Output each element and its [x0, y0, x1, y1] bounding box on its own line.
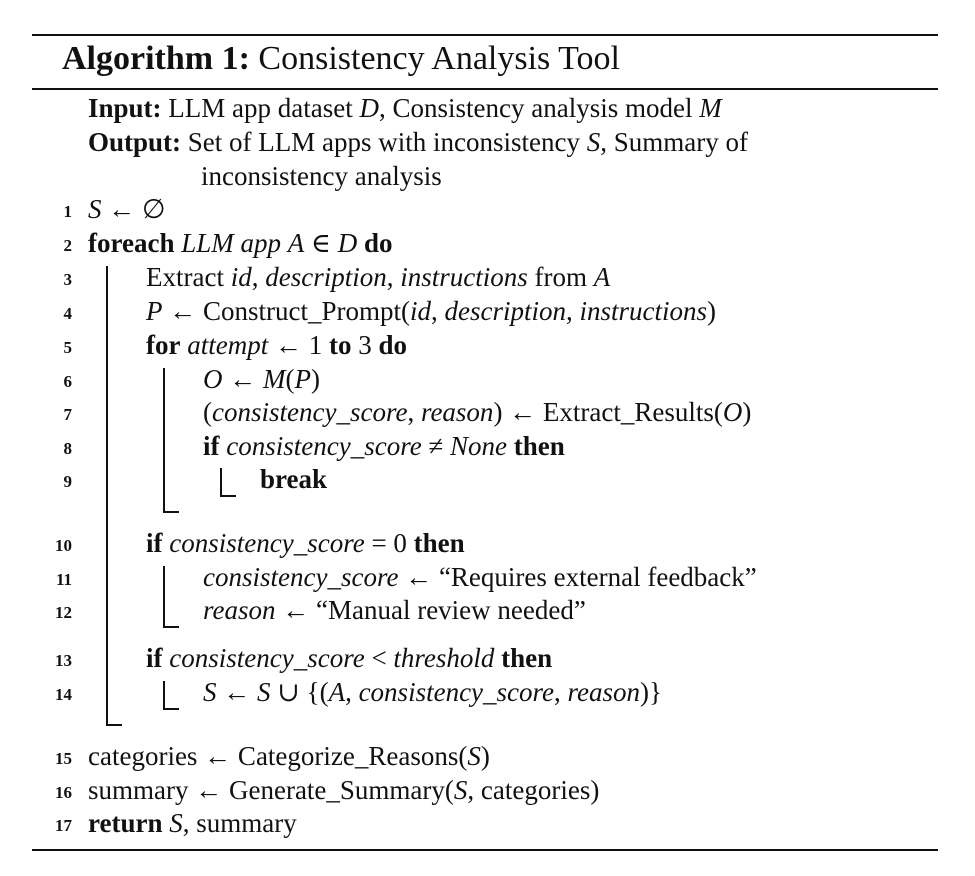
output-text-b: , Summary of — [600, 127, 748, 157]
output-line — [88, 127, 748, 158]
text: , — [554, 677, 568, 707]
text: from — [527, 262, 594, 292]
var: O — [722, 397, 743, 427]
text: ( — [285, 364, 295, 394]
text: ← “Manual review needed” — [275, 595, 586, 625]
text: ← ∅ — [101, 194, 166, 224]
text: ∈ — [304, 228, 338, 258]
algorithm-title — [62, 40, 620, 78]
var: A — [593, 262, 611, 292]
italic-text: id — [410, 296, 432, 326]
text: ) — [480, 741, 490, 771]
var: M — [263, 364, 286, 394]
output-label: Output: — [88, 127, 182, 157]
input-text-b: , Consistency analysis model — [379, 93, 700, 123]
italic-text: consistency_score — [169, 643, 365, 673]
line-number: 6 — [63, 372, 72, 391]
for-block-bar — [163, 368, 165, 512]
code-line-6 — [203, 364, 320, 395]
text: < — [364, 643, 394, 673]
text: categories ← Categorize_Reasons( — [88, 741, 468, 771]
code-line-1 — [88, 194, 166, 225]
input-var-m: M — [699, 93, 722, 123]
var: S — [169, 808, 183, 838]
if-inner-block-foot — [220, 495, 236, 497]
code-line-10 — [146, 528, 465, 559]
text: ∪ {( — [270, 677, 329, 707]
keyword: if — [146, 643, 163, 673]
text: , — [386, 262, 401, 292]
if-threshold-block-foot — [163, 708, 179, 710]
text: , — [345, 677, 359, 707]
code-line-17 — [88, 808, 297, 839]
output-text-c: inconsistency analysis — [201, 161, 442, 191]
keyword: to — [328, 330, 352, 360]
italic-text: LLM app — [181, 228, 282, 258]
text: 3 — [351, 330, 379, 360]
bottom-rule — [32, 849, 938, 851]
italic-text: reason — [567, 677, 641, 707]
italic-text: consistency_score — [203, 562, 399, 592]
text: = 0 — [364, 528, 414, 558]
code-line-2 — [88, 228, 393, 259]
keyword: do — [378, 330, 408, 360]
line-number: 14 — [55, 685, 72, 704]
code-line-4 — [146, 296, 716, 327]
output-line-2 — [201, 161, 442, 192]
text — [507, 431, 514, 461]
var: A — [287, 228, 305, 258]
var: attempt — [187, 330, 269, 360]
text — [281, 228, 288, 258]
italic-text: None — [450, 431, 508, 461]
input-var-d: D — [359, 93, 379, 123]
italic-text: reason — [203, 595, 276, 625]
code-line-11 — [203, 562, 757, 593]
line-number: 11 — [55, 570, 72, 589]
text: , summary — [182, 808, 297, 838]
input-label: Input: — [88, 93, 162, 123]
line-number: 8 — [63, 439, 72, 458]
line-number: 17 — [55, 816, 72, 835]
text: ) ← Extract_Results( — [493, 397, 723, 427]
input-line — [88, 93, 722, 124]
code-line-7 — [203, 397, 751, 428]
line-number: 9 — [63, 472, 72, 491]
line-number: 3 — [63, 270, 72, 289]
italic-text: consistency_score — [358, 677, 555, 707]
text — [357, 228, 364, 258]
text: ← 1 — [268, 330, 329, 360]
italic-text: instructions — [579, 296, 708, 326]
text: ( — [203, 397, 212, 427]
text: , — [431, 296, 445, 326]
foreach-block-foot — [106, 724, 122, 726]
top-rule — [32, 34, 938, 36]
keyword: break — [260, 464, 328, 494]
text: ) — [707, 296, 717, 326]
text: , — [251, 262, 266, 292]
var: D — [337, 228, 358, 258]
output-text-a: Set of LLM apps with inconsistency — [187, 127, 587, 157]
code-line-8 — [203, 431, 565, 462]
for-block-foot — [163, 511, 179, 513]
text: )} — [640, 677, 662, 707]
var: S — [453, 775, 468, 805]
algorithm-name: Consistency Analysis Tool — [258, 40, 620, 77]
italic-text: instructions — [400, 262, 528, 292]
line-number: 4 — [63, 304, 72, 323]
line-number: 2 — [63, 236, 72, 255]
text: ← “Requires external feedback” — [398, 562, 757, 592]
line-number: 15 — [55, 749, 72, 768]
code-line-12 — [203, 595, 586, 626]
keyword: then — [513, 431, 565, 461]
keyword: return — [88, 808, 163, 838]
line-number: 7 — [63, 405, 72, 424]
italic-text: description — [444, 296, 567, 326]
line-number: 13 — [55, 651, 72, 670]
foreach-block-bar — [106, 266, 108, 725]
text: ) — [742, 397, 752, 427]
italic-text: description — [265, 262, 387, 292]
var: A — [328, 677, 346, 707]
if-threshold-block-bar — [163, 681, 165, 709]
var: S — [203, 677, 217, 707]
text: , — [407, 397, 421, 427]
if-zero-block-foot — [163, 626, 179, 628]
text: , categories) — [467, 775, 600, 805]
var: S — [467, 741, 481, 771]
if-zero-block-bar — [163, 566, 165, 627]
algorithm-label: Algorithm 1: — [62, 40, 250, 77]
output-var-s: S — [586, 127, 601, 157]
line-number: 1 — [63, 202, 72, 221]
text: ← — [222, 364, 263, 394]
code-line-15 — [88, 741, 490, 772]
keyword: foreach — [88, 228, 175, 258]
code-line-5 — [146, 330, 407, 361]
keyword: then — [501, 643, 553, 673]
keyword: then — [413, 528, 465, 558]
code-line-9 — [260, 464, 327, 495]
var: O — [203, 364, 223, 394]
code-line-3 — [146, 262, 610, 293]
italic-text: threshold — [393, 643, 495, 673]
italic-text: consistency_score — [226, 431, 422, 461]
if-inner-block-bar — [220, 468, 222, 496]
text: , — [566, 296, 580, 326]
keyword: if — [146, 528, 163, 558]
text: Extract — [146, 262, 231, 292]
line-number: 16 — [55, 783, 72, 802]
text: ≠ — [421, 431, 451, 461]
title-rule — [32, 88, 938, 90]
italic-text: reason — [420, 397, 494, 427]
var: P — [294, 364, 311, 394]
var: P — [146, 296, 163, 326]
italic-text: id — [230, 262, 252, 292]
input-text-a: LLM app dataset — [168, 93, 360, 123]
keyword: do — [364, 228, 393, 258]
line-number: 5 — [63, 338, 72, 357]
italic-text: consistency_score — [169, 528, 365, 558]
line-number: 12 — [55, 603, 72, 622]
line-number: 10 — [55, 536, 72, 555]
text: summary ← Generate_Summary( — [88, 775, 454, 805]
text: ← Construct_Prompt( — [162, 296, 410, 326]
italic-text: consistency_score — [212, 397, 408, 427]
code-line-14 — [203, 677, 662, 708]
var: S — [88, 194, 102, 224]
var: S — [257, 677, 271, 707]
keyword: for — [146, 330, 181, 360]
text: ← — [216, 677, 257, 707]
code-line-16 — [88, 775, 599, 806]
keyword: if — [203, 431, 220, 461]
text: ) — [311, 364, 320, 394]
code-line-13 — [146, 643, 552, 674]
